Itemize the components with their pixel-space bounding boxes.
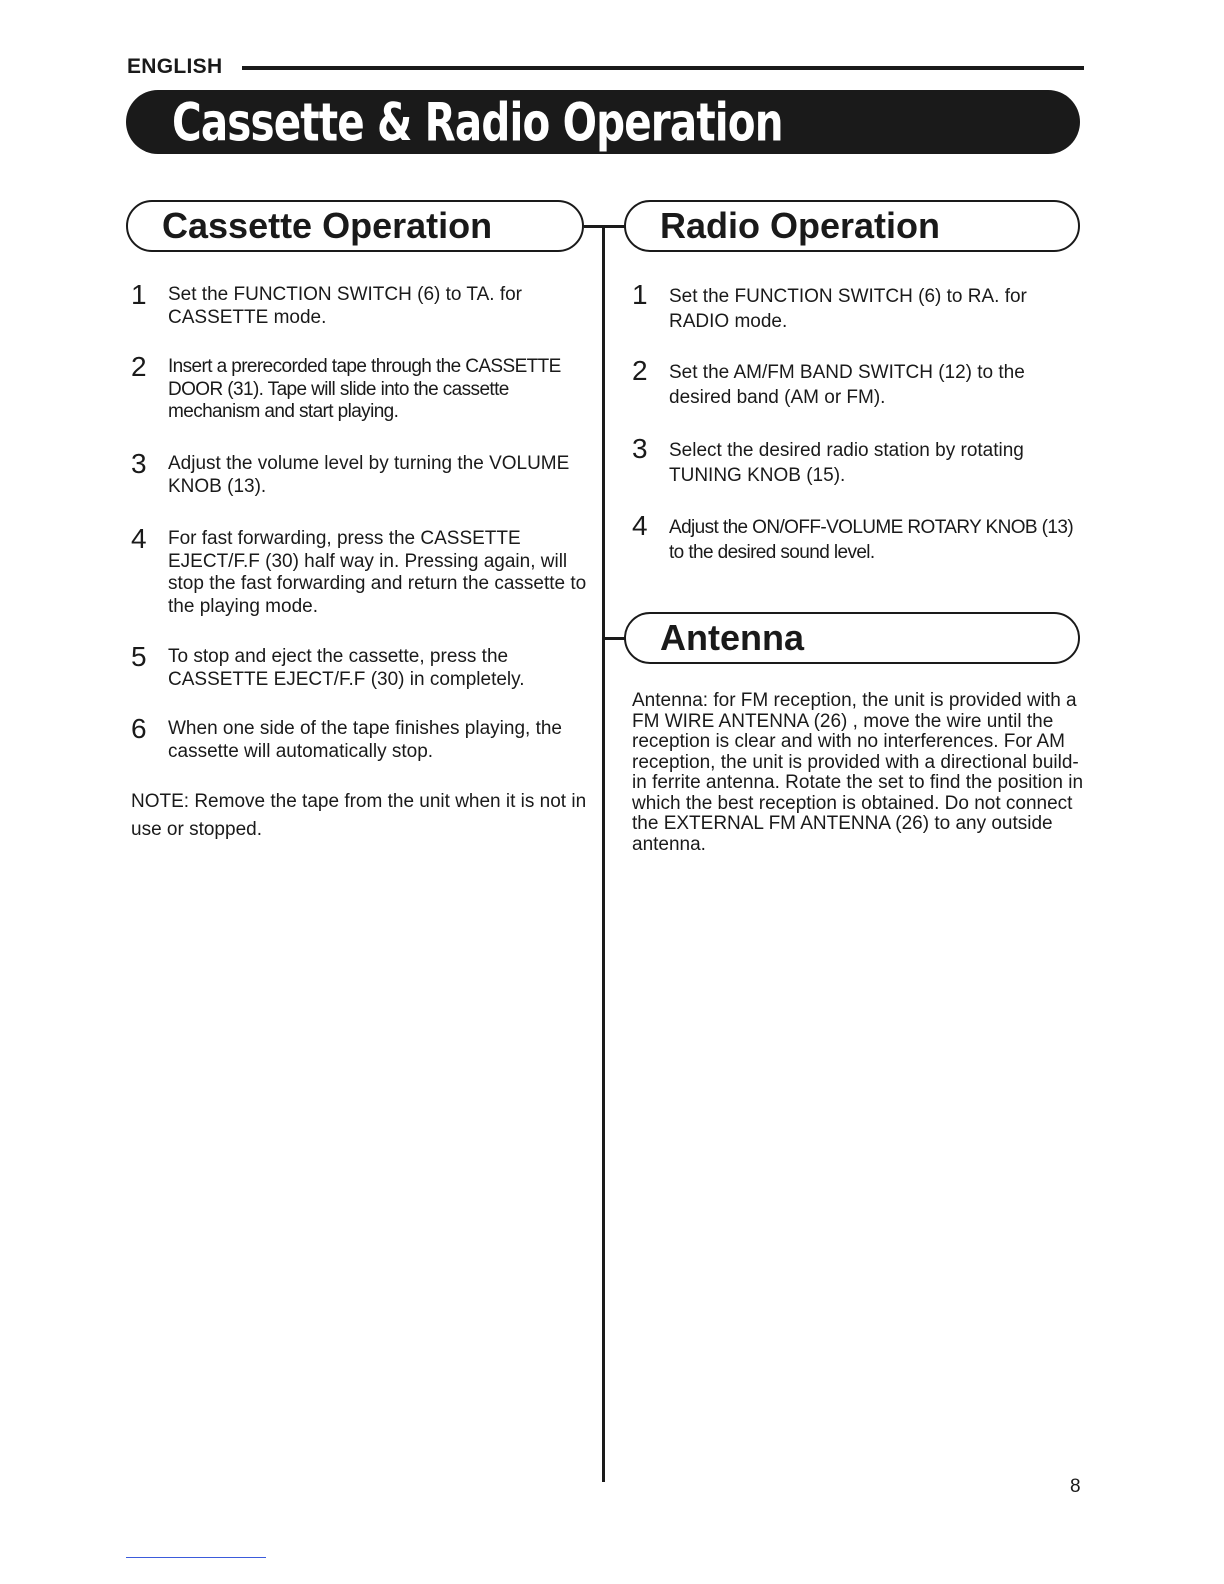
page-number: 8: [1070, 1476, 1081, 1497]
step-text: Set the FUNCTION SWITCH (6) to TA. for CASSETTE mode.: [168, 284, 523, 328]
step-number: 2: [131, 351, 147, 382]
step-text: Set the FUNCTION SWITCH (6) to RA. for RADIO mode.: [669, 286, 1027, 332]
step-number: 6: [131, 713, 147, 744]
step-text: For fast forwarding, press the CASSETTE EJECT/F.F (30) half way in. Pressing again, will stop the fast forwarding and return the cassette to the playing mode.: [168, 528, 587, 617]
step-number: 3: [131, 448, 147, 479]
step-number: 1: [632, 279, 648, 310]
step-text: Insert a prerecorded tape through the CASSETTE DOOR (31). Tape will slide into the cassette mechanism and start playing.: [168, 356, 561, 422]
divider-connector-antenna: [604, 637, 626, 640]
step-number: 5: [131, 641, 147, 672]
page-title: Cassette & Radio Operation: [172, 90, 783, 154]
step-text: When one side of the tape finishes playing, the cassette will automatically stop.: [168, 718, 562, 762]
step-text: Adjust the ON/OFF-VOLUME ROTARY KNOB (13) to the desired sound level.: [669, 517, 1074, 563]
step-number: 2: [632, 355, 648, 386]
step-text: Set the AM/FM BAND SWITCH (12) to the desired band (AM or FM).: [669, 362, 1025, 408]
radio-section-heading: [624, 200, 1080, 252]
step-number: 3: [632, 433, 648, 464]
antenna-description: Antenna: for FM reception, the unit is provided with a FM WIRE ANTENNA (26) , move the wire until the reception is clear and with no interferences. For AM reception, the unit is provided with a directional build-in ferrite antenna. Rotate the set to find the position in which the best reception is obtained. Do not connect the EXTERNAL FM ANTENNA (26) to any outside antenna.: [632, 690, 1084, 855]
cassette-heading-label: Cassette Operation: [162, 205, 493, 246]
step-number: 4: [131, 523, 147, 554]
language-label: ENGLISH: [127, 55, 223, 78]
antenna-section-heading: [624, 612, 1080, 664]
title-banner: [126, 90, 1080, 154]
step-number: 1: [131, 279, 147, 310]
antenna-heading-label: Antenna: [660, 617, 804, 658]
step-text: Select the desired radio station by rotating TUNING KNOB (15).: [669, 440, 1024, 486]
step-text: To stop and eject the cassette, press the CASSETTE EJECT/F.F (30) in completely.: [168, 646, 525, 690]
divider-connector-top: [584, 225, 626, 228]
step-number: 4: [632, 510, 648, 541]
cassette-section-heading: [126, 200, 584, 252]
radio-heading-label: Radio Operation: [660, 205, 941, 246]
column-divider: [602, 226, 605, 1482]
header-rule: [242, 66, 1084, 70]
cassette-note: NOTE: Remove the tape from the unit when it is not in use or stopped.: [131, 791, 587, 840]
footer-link-rule: [126, 1557, 266, 1558]
step-text: Adjust the volume level by turning the VOLUME KNOB (13).: [168, 453, 570, 497]
